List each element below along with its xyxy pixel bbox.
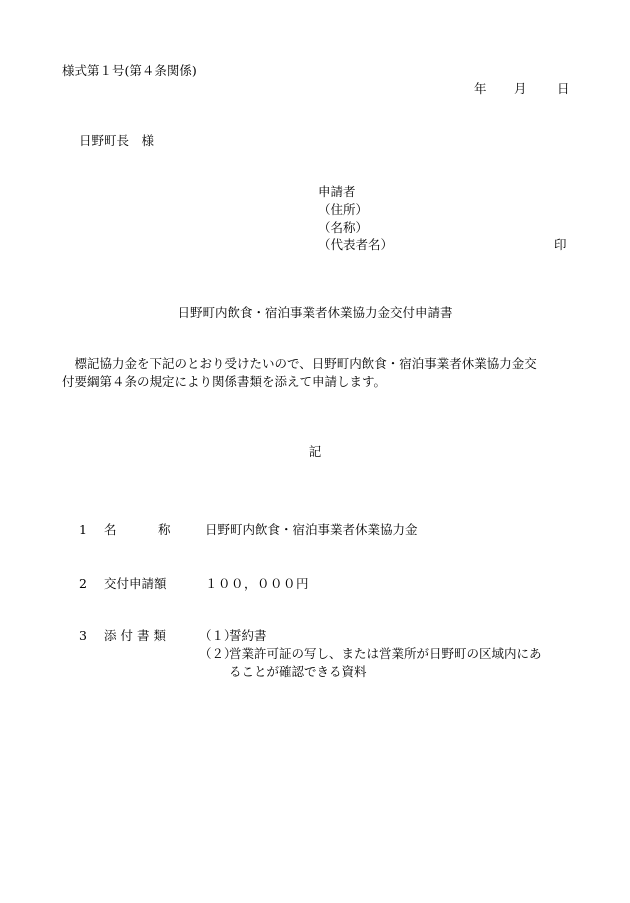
applicant-representative-label: （代表者名） [318,237,394,252]
date-line [474,80,570,98]
addressee: 日野町長 様 [79,133,155,148]
applicant-heading: 申請者 [318,184,356,199]
document-2-text-line-1: 営業許可証の写し、または営業所が日野町の区域内にあ [229,646,542,661]
item-1-number: 1 [79,522,87,537]
ki-heading: 記 [308,444,322,459]
document-title: 日野町内飲食・宿泊事業者休業協力金交付申請書 [177,305,453,320]
date-month-label: 月 [514,81,527,96]
item-2-value: １００，０００円 [205,576,310,591]
body-line-1: 標記協力金を下記のとおり受けたいので、日野町内飲食・宿泊事業者休業協力金交 [62,356,537,371]
body-line-2: 付要綱第４条の規定により関係書類を添えて申請します。 [62,374,387,389]
body-paragraph [62,355,580,391]
item-1-label-part-1: 名 [104,522,117,537]
item-3-number: 3 [79,628,87,643]
date-day-label: 日 [557,81,570,96]
document-1-marker: （１） [199,628,237,643]
item-3-label: 添付書類 [104,628,171,643]
applicant-address-label: （住所） [318,202,369,217]
seal-mark: 印 [554,237,567,252]
item-1-label-part-2: 称 [158,522,171,537]
applicant-name-label: （名称） [318,220,369,235]
document-2-text-line-2: ることが確認できる資料 [229,664,367,679]
item-1-value: 日野町内飲食・宿泊事業者休業協力金 [205,522,418,537]
document-2-marker: （２） [199,646,237,661]
item-2-label: 交付申請額 [104,576,167,591]
document-1-text: 誓約書 [229,628,267,643]
form-number: 様式第１号(第４条関係) [62,63,197,78]
item-2-number: 2 [79,576,87,591]
date-year-label: 年 [474,81,487,96]
